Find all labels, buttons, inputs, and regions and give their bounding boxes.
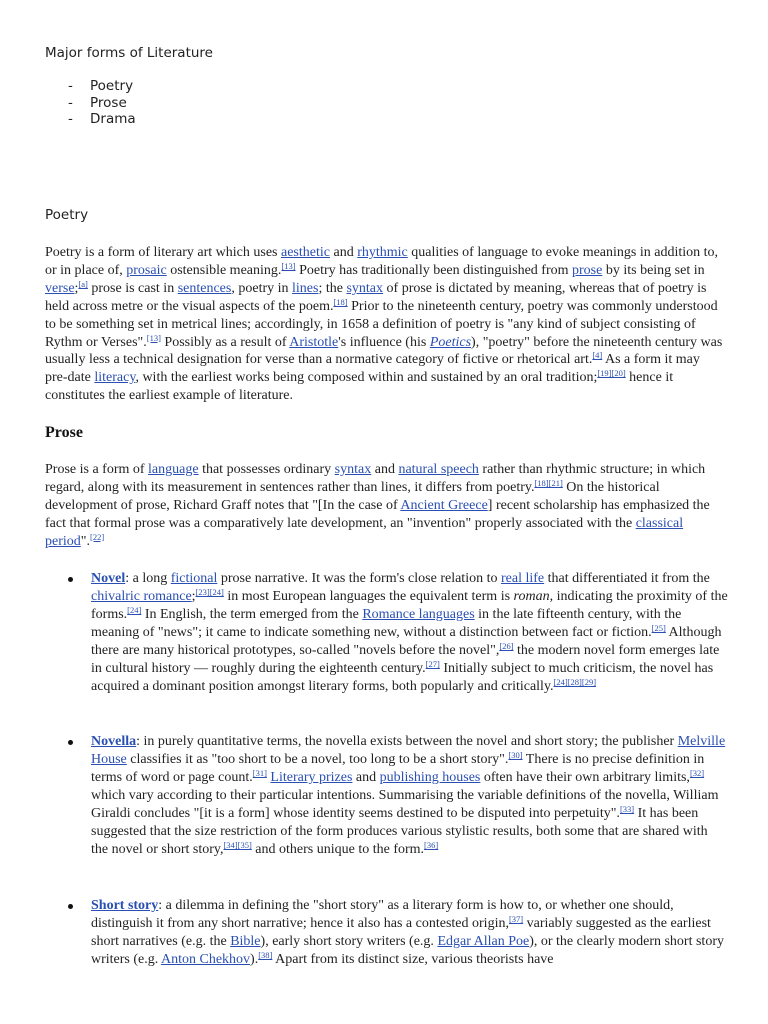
text-run: qualities of language to evoke meanings in addition to, or in place of, <box>45 245 719 278</box>
text-run: Apart from its distinct size, various theorists have <box>272 952 554 967</box>
text-run: prose narrative. It was the form's close relation to <box>217 571 501 586</box>
text-run: the modern novel form emerges late in cultural history — roughly during the eighteenth century. <box>91 643 720 676</box>
prose-heading: Prose <box>45 424 83 441</box>
text-run: Although there are many historical prototypes, so-called "novels before the novel", <box>91 625 722 658</box>
link-verse[interactable]: verse <box>45 280 75 296</box>
link-short-story[interactable]: Short story <box>91 898 159 913</box>
poetry-paragraph <box>45 244 725 405</box>
citation-link[interactable]: [13] <box>281 260 296 271</box>
text-run: by its being set in <box>602 262 705 278</box>
text-run: On the historical development of prose, Richard Graff notes that "[In the case of <box>45 479 660 513</box>
link-bible[interactable]: Bible <box>230 934 261 949</box>
text-run: often have their own arbitrary limits, <box>480 770 690 785</box>
link-prosaic[interactable]: prosaic <box>126 262 167 278</box>
forms-list <box>68 78 136 128</box>
short-story-list <box>68 897 728 969</box>
text-run: that differentiated it from the <box>544 571 710 586</box>
text-run: ". <box>80 533 90 549</box>
citation-link[interactable]: [13] <box>146 332 161 343</box>
text-run: ), early short story writers (e.g. <box>260 934 438 949</box>
text-run: Prior to the nineteenth century, poetry was commonly understood to be something set in metrical lines; accordingly, in 1658 a definition of poetry is "any kind of subject consisting of Rythm or Verses". <box>45 298 718 350</box>
poetry-heading: Poetry <box>45 207 89 223</box>
novella-list <box>68 733 728 859</box>
prose-paragraph <box>45 461 725 551</box>
text-run: of prose is dictated by meaning, whereas that of poetry is held across metre or the visual aspects of the poem. <box>45 280 707 314</box>
citation-link[interactable]: [31] <box>252 768 267 778</box>
link-lines[interactable]: lines <box>292 280 319 296</box>
short-story-item <box>68 897 728 969</box>
text-run: : a dilemma in defining the "short story" as a literary form is how to, or whether one should, distinguish it from any short narrative; hence it also has a contested origin, <box>91 898 674 931</box>
citation-link[interactable]: [26] <box>499 641 514 651</box>
citation-link[interactable]: [23][24] <box>195 587 224 597</box>
link-novella[interactable]: Novella <box>91 734 137 749</box>
text-run: , with the earliest works being composed within and sustained by an oral tradition; <box>135 370 598 386</box>
text-run: In English, the term emerged from the <box>141 607 363 622</box>
link-fictional[interactable]: fictional <box>170 571 218 586</box>
text-run: in the late fifteenth century, with the meaning of "news"; it came to indicate something new, without a distinction between fact or fiction. <box>91 607 682 640</box>
text-run: hence it constitutes the earliest example of literature. <box>45 370 674 404</box>
citation-link[interactable]: [a] <box>78 278 88 289</box>
italic-term: roman <box>513 589 550 604</box>
text-run: Initially subject to much criticism, the novel has acquired a dominant position amongst literary forms, both popularly and critically. <box>91 661 714 694</box>
link-syntax[interactable]: syntax <box>346 280 384 296</box>
text-run: and <box>352 770 380 785</box>
text-run: and others unique to the form. <box>251 842 425 857</box>
text-run: It has been suggested that the size restriction of the form produces various stylistic results, both some that are shared with the novel or short story, <box>91 806 708 857</box>
citation-link[interactable]: [19][20] <box>597 368 626 379</box>
document-title: Major forms of Literature <box>45 45 213 61</box>
forms-list-item: - Poetry <box>68 78 136 95</box>
link-literary-prizes[interactable]: Literary prizes <box>270 770 353 785</box>
link-natural-speech[interactable]: natural speech <box>398 462 479 477</box>
text-run: 's influence (his <box>338 334 430 350</box>
text-run: ), "poetry" before the nineteenth century was usually less a technical designation for verse than a normative category of fictive or rhetorical art. <box>45 334 723 368</box>
link-real-life[interactable]: real life <box>500 571 545 586</box>
text-run: prose is cast in <box>87 280 178 296</box>
text-run: and <box>371 462 399 477</box>
text-run: , indicating the proximity of the forms. <box>91 589 728 622</box>
citation-link[interactable]: [34][35] <box>223 840 252 850</box>
text-run: Possibly as a result of <box>160 334 290 350</box>
citation-link[interactable]: [18] <box>333 296 348 307</box>
text-run: ). <box>250 952 259 967</box>
text-run: ostensible meaning. <box>166 262 282 278</box>
citation-link[interactable]: [24] <box>127 605 142 615</box>
link-chivalric-romance[interactable]: chivalric romance <box>91 589 192 604</box>
citation-link[interactable]: [4] <box>592 350 603 361</box>
text-run: in most European languages the equivalent term is <box>223 589 514 604</box>
text-run: that possesses ordinary <box>198 462 335 477</box>
text-run: variably suggested as the earliest short narratives (e.g. the <box>91 916 711 949</box>
link-rhythmic[interactable]: rhythmic <box>357 245 408 260</box>
citation-link[interactable]: [36] <box>424 840 439 850</box>
text-run: ; <box>191 589 196 604</box>
link-novel[interactable]: Novel <box>91 571 126 586</box>
forms-list-item: - Drama <box>68 111 136 128</box>
link-romance-languages[interactable]: Romance languages <box>362 607 475 622</box>
citation-link[interactable]: [25] <box>651 623 666 633</box>
text-run: Poetry is a form of literary art which uses <box>45 245 281 260</box>
forms-list-item: - Prose <box>68 95 136 112</box>
citation-link[interactable]: [24][28][29] <box>553 677 597 687</box>
citation-link[interactable]: [18][21] <box>534 477 563 488</box>
link-prose[interactable]: prose <box>572 262 603 278</box>
novella-item <box>68 733 728 859</box>
link-anton-chekhov[interactable]: Anton Chekhov <box>160 952 251 967</box>
citation-link[interactable]: [27] <box>425 659 440 669</box>
text-run: which vary according to their particular intentions. Summarising the variable definitions of the novella, William Giraldi concludes "[it is a form] whose identity seems destined to be disputed into perpetuity". <box>91 788 719 821</box>
link-ancient-greece[interactable]: Ancient Greece <box>400 497 488 513</box>
citation-link[interactable]: [38] <box>258 950 273 960</box>
link-melville-house[interactable]: Melville House <box>91 734 726 767</box>
text-run: Poetry has traditionally been distinguished from <box>295 262 573 278</box>
text-run: As a form it may pre-date <box>45 352 700 386</box>
text-run: ] recent scholarship has emphasized the fact that formal prose was a comparatively late development, an "invention" properly associated with the <box>45 497 710 531</box>
link-aristotle[interactable]: Aristotle <box>289 334 339 350</box>
link-aesthetic[interactable]: aesthetic <box>281 245 330 260</box>
link-classical-period[interactable]: classical period <box>45 515 684 549</box>
citation-link[interactable]: [22] <box>89 531 105 542</box>
link-syntax[interactable]: syntax <box>334 462 372 477</box>
text-run: , poetry in <box>231 280 293 296</box>
novel-list <box>68 570 728 696</box>
citation-link[interactable]: [37] <box>508 914 524 924</box>
citation-link[interactable]: [33] <box>619 804 635 814</box>
novel-item <box>68 570 728 696</box>
citation-link[interactable]: [32] <box>689 768 705 778</box>
link-literacy[interactable]: literacy <box>94 370 136 386</box>
text-run: rather than rhythmic structure; in which regard, along with its measurement in sentences rather than lines, it differs from poetry. <box>45 462 706 495</box>
text-run: There is no precise definition in terms of word or page count. <box>91 752 705 785</box>
link-poetics[interactable]: Poetics <box>429 334 472 350</box>
text-run: : a long <box>125 571 171 586</box>
citation-link[interactable]: [30] <box>508 750 523 760</box>
link-language[interactable]: language <box>148 462 199 477</box>
text-run: ; the <box>318 280 347 296</box>
text-run: Prose is a form of <box>45 462 149 477</box>
text-run: ), or the clearly modern short story writers (e.g. <box>91 934 724 967</box>
link-sentences[interactable]: sentences <box>177 280 232 296</box>
text-run: ; <box>74 280 79 296</box>
link-publishing-houses[interactable]: publishing houses <box>379 770 481 785</box>
text-run: and <box>329 245 358 260</box>
text-run: : in purely quantitative terms, the novella exists between the novel and short story; the publisher <box>136 734 678 749</box>
text-run: classifies it as "too short to be a novel, too long to be a short story". <box>126 752 509 767</box>
link-edgar-allan-poe[interactable]: Edgar Allan Poe <box>437 934 530 949</box>
